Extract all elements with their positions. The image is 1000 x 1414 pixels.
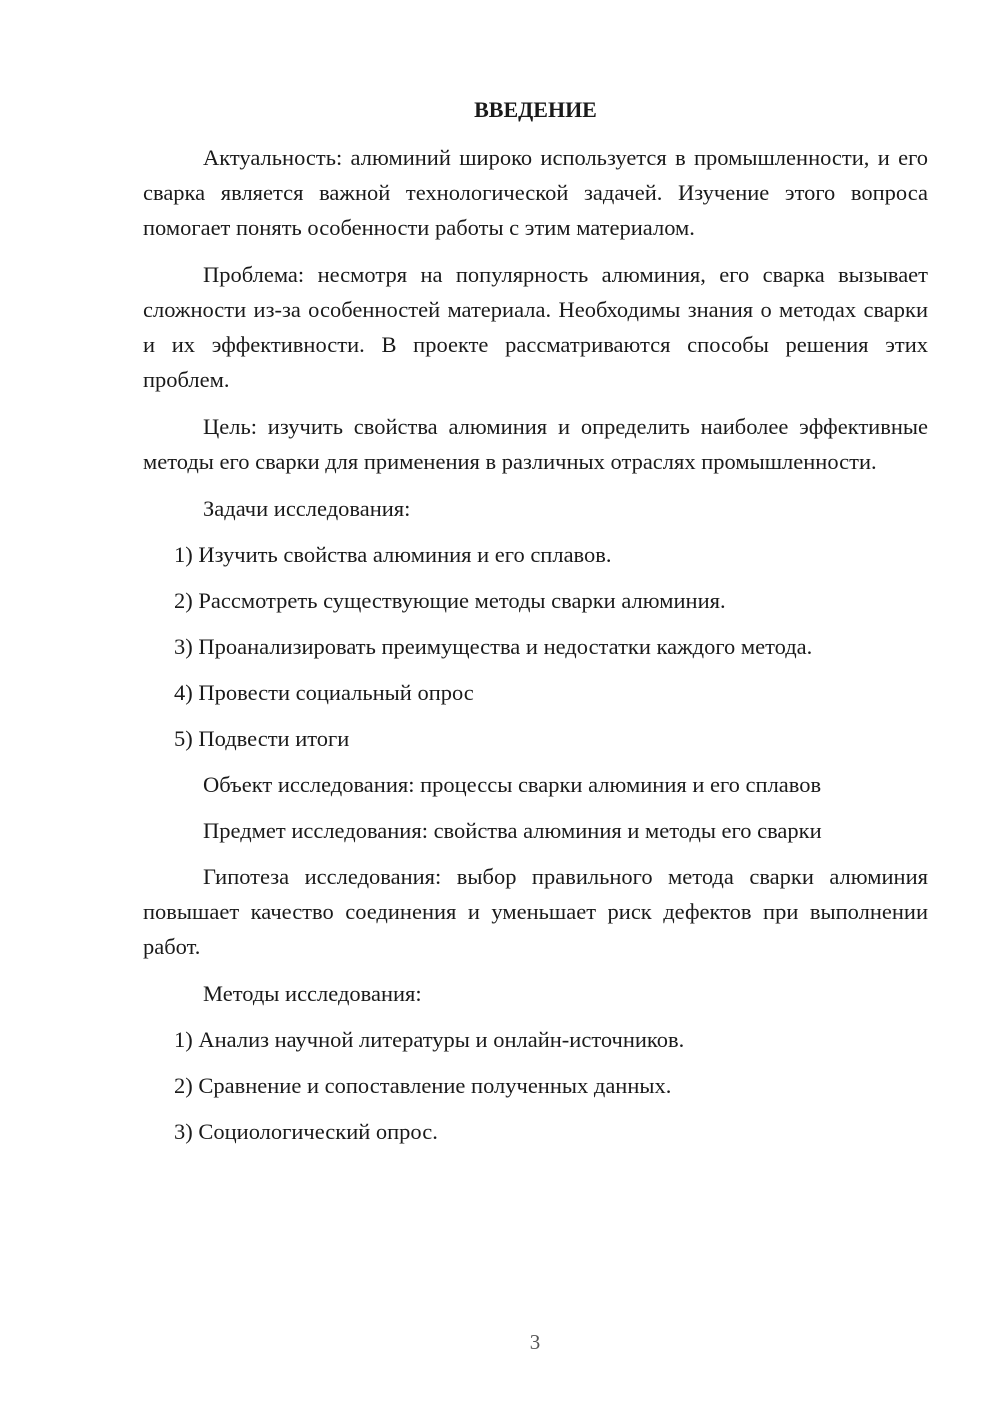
tasks-list xyxy=(143,537,928,756)
document-page xyxy=(143,92,928,1160)
goal-paragraph: Цель: изучить свойства алюминия и определить наиболее эффективные методы его сварки для применения в различных отраслях промышленности. xyxy=(143,414,928,474)
task-item: 4) Провести социальный опрос xyxy=(174,680,474,705)
problem-paragraph: Проблема: несмотря на популярность алюминия, его сварка вызывает сложности из-за особенностей материала. Необходимы знания о методах сварки и их эффективности. В проекте рассматриваются способы решения этих проблем. xyxy=(143,262,928,392)
task-item: 3) Проанализировать преимущества и недостатки каждого метода. xyxy=(174,634,813,659)
method-item: 2) Сравнение и сопоставление полученных данных. xyxy=(174,1073,672,1098)
section-heading: ВВЕДЕНИЕ xyxy=(474,97,597,122)
relevance-paragraph: Актуальность: алюминий широко используется в промышленности, и его сварка является важной технологической задачей. Изучение этого вопроса помогает понять особенности работы с этим материалом. xyxy=(143,145,928,240)
hypothesis-paragraph: Гипотеза исследования: выбор правильного метода сварки алюминия повышает качество соединения и уменьшает риск дефектов при выполнении работ. xyxy=(143,864,928,959)
subject-paragraph: Предмет исследования: свойства алюминия и методы его сварки xyxy=(203,818,822,843)
object-paragraph: Объект исследования: процессы сварки алюминия и его сплавов xyxy=(203,772,822,797)
method-item: 1) Анализ научной литературы и онлайн-источников. xyxy=(174,1027,685,1052)
method-item: 3) Социологический опрос. xyxy=(174,1119,438,1144)
task-item: 2) Рассмотреть существующие методы сварки алюминия. xyxy=(174,588,726,613)
tasks-title: Задачи исследования: xyxy=(203,496,411,521)
methods-list xyxy=(143,1022,928,1149)
methods-title: Методы исследования: xyxy=(203,981,422,1006)
task-item: 1) Изучить свойства алюминия и его сплавов. xyxy=(174,542,612,567)
page-number: 3 xyxy=(529,1330,541,1354)
task-item: 5) Подвести итоги xyxy=(174,726,350,751)
